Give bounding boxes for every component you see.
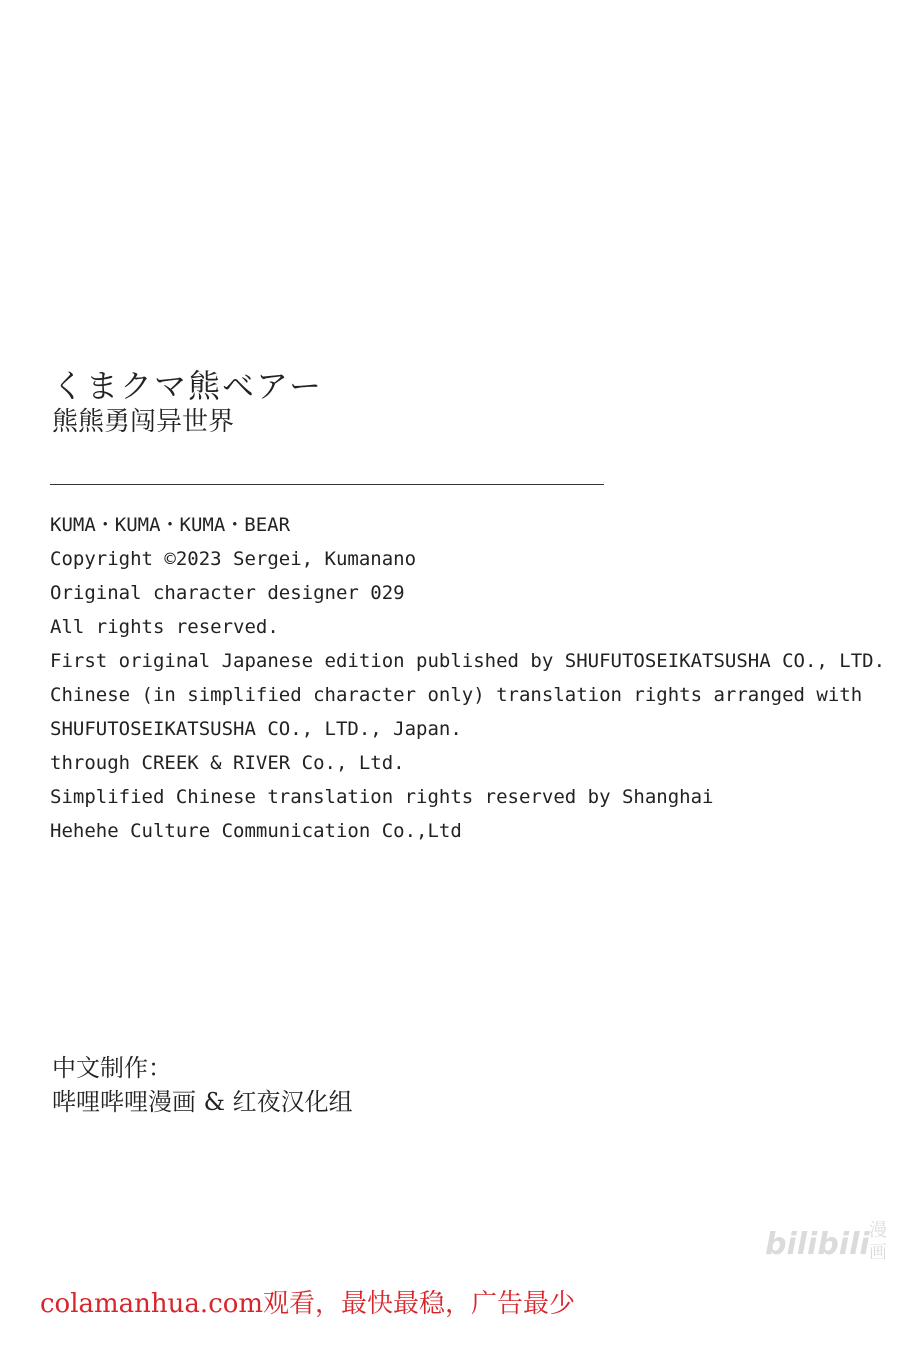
watermark-suffix-bottom: 画 <box>869 1242 887 1263</box>
chinese-production-names: 哔哩哔哩漫画 & 红夜汉化组 <box>52 1088 353 1116</box>
chinese-production-heading: 中文制作： <box>52 1054 172 1082</box>
credit-line: All rights reserved. <box>50 616 279 638</box>
credit-line: through CREEK & RIVER Co., Ltd. <box>50 752 405 774</box>
watermark-suffix-top: 漫 <box>869 1220 887 1241</box>
chinese-title: 熊熊勇闯异世界 <box>52 407 235 437</box>
copyright-credits <box>50 508 885 848</box>
site-advertisement: colamanhua.com观看，最快最稳，广告最少 <box>40 1289 576 1319</box>
credit-line: KUMA・KUMA・KUMA・BEAR <box>50 514 291 536</box>
bilibili-manga-watermark-logo <box>765 1216 889 1264</box>
title-divider <box>50 484 604 485</box>
credit-line: First original Japanese edition published by SHUFUTOSEIKATSUSHA CO., LTD. <box>50 650 886 672</box>
credit-line: SHUFUTOSEIKATSUSHA CO., LTD., Japan. <box>50 718 462 740</box>
japanese-title: くまクマ熊ベアー <box>52 367 324 405</box>
credit-line: Hehehe Culture Communication Co.,Ltd <box>50 820 462 842</box>
credit-line: Copyright ©2023 Sergei, Kumanano <box>50 548 417 570</box>
credit-line: Chinese (in simplified character only) translation rights arranged with <box>50 684 863 706</box>
watermark-logo-text: bilibili <box>765 1227 870 1262</box>
credit-line: Original character designer 029 <box>50 582 405 604</box>
credit-line: Simplified Chinese translation rights reserved by Shanghai <box>50 786 714 808</box>
